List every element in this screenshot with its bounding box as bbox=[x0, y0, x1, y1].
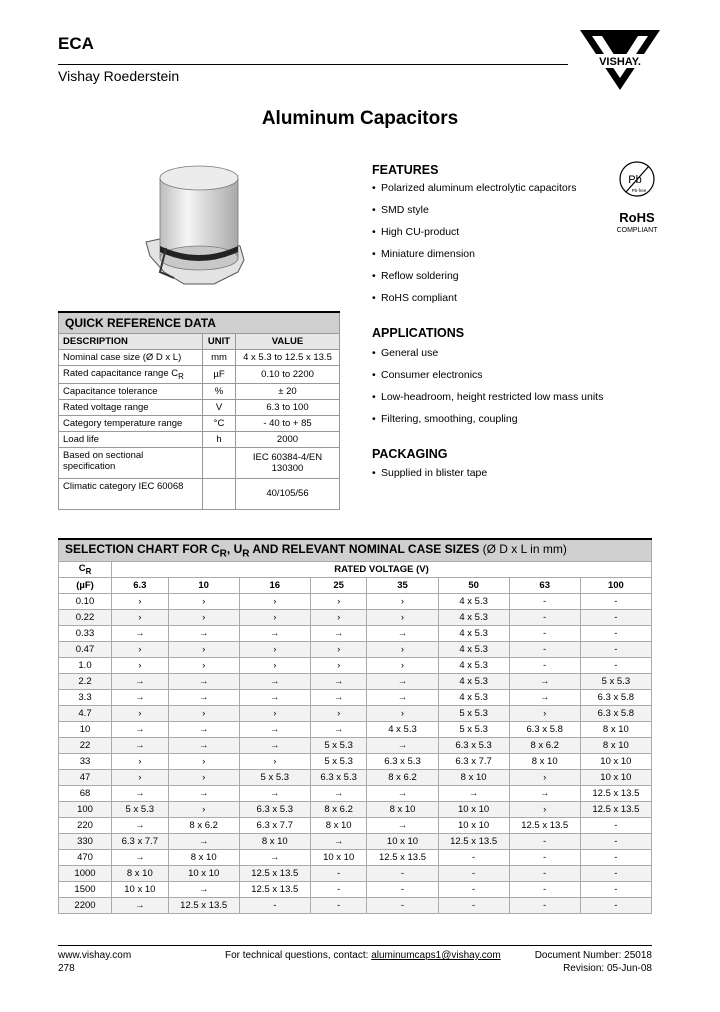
col-description: DESCRIPTION bbox=[59, 334, 203, 350]
case-size-cell: 8 x 6.2 bbox=[310, 802, 367, 818]
list-item: • Supplied in blister tape bbox=[372, 466, 487, 488]
case-size-cell: - bbox=[509, 834, 580, 850]
table-row bbox=[59, 802, 652, 818]
pb-free-text: Pb-free bbox=[631, 188, 647, 193]
case-size-cell: → bbox=[367, 818, 438, 834]
case-size-cell: - bbox=[239, 898, 310, 914]
case-size-cell: → bbox=[509, 786, 580, 802]
capacitance-cell: 22 bbox=[59, 738, 112, 754]
table-row bbox=[59, 415, 340, 431]
pb-free-icon bbox=[606, 150, 668, 208]
case-size-cell: › bbox=[168, 610, 239, 626]
case-size-cell: 5 x 5.3 bbox=[239, 770, 310, 786]
case-size-cell: › bbox=[168, 706, 239, 722]
case-size-cell: → bbox=[367, 786, 438, 802]
cell-unit: V bbox=[203, 399, 236, 415]
case-size-cell: › bbox=[112, 770, 169, 786]
case-size-cell: - bbox=[580, 850, 651, 866]
case-size-cell: › bbox=[239, 594, 310, 610]
case-size-cell: → bbox=[168, 738, 239, 754]
case-size-cell: › bbox=[239, 658, 310, 674]
cell-value: - 40 to + 85 bbox=[236, 415, 340, 431]
capacitance-cell: 220 bbox=[59, 818, 112, 834]
case-size-cell: 12.5 x 13.5 bbox=[367, 850, 438, 866]
applications-list bbox=[372, 346, 603, 434]
case-size-cell: → bbox=[239, 722, 310, 738]
case-size-cell: 6.3 x 5.8 bbox=[580, 706, 651, 722]
case-size-cell: 6.3 x 5.8 bbox=[580, 690, 651, 706]
cell-description: Based on sectional specification bbox=[59, 447, 203, 478]
rohs-sublabel: COMPLIANT bbox=[616, 227, 658, 234]
capacitance-cell: 0.47 bbox=[59, 642, 112, 658]
case-size-cell: → bbox=[310, 674, 367, 690]
case-size-cell: → bbox=[168, 722, 239, 738]
case-size-cell: 12.5 x 13.5 bbox=[438, 834, 509, 850]
case-size-cell: 6.3 x 7.7 bbox=[112, 834, 169, 850]
selection-chart-table bbox=[58, 538, 652, 914]
voltage-header: 100 bbox=[580, 578, 651, 594]
case-size-cell: - bbox=[509, 610, 580, 626]
list-item: • Low-headroom, height restricted low mass units bbox=[372, 390, 603, 412]
case-size-cell: 5 x 5.3 bbox=[438, 722, 509, 738]
case-size-cell: › bbox=[168, 658, 239, 674]
case-size-cell: 8 x 10 bbox=[310, 818, 367, 834]
table-row bbox=[59, 626, 652, 642]
case-size-cell: › bbox=[367, 642, 438, 658]
cell-value: 6.3 to 100 bbox=[236, 399, 340, 415]
case-size-cell: 6.3 x 5.3 bbox=[310, 770, 367, 786]
rated-voltage-label: RATED VOLTAGE (V) bbox=[112, 562, 652, 578]
cell-description: Nominal case size (Ø D x L) bbox=[59, 350, 203, 366]
case-size-cell: 10 x 10 bbox=[438, 802, 509, 818]
capacitance-cell: 0.33 bbox=[59, 626, 112, 642]
cell-unit: µF bbox=[203, 366, 236, 384]
case-size-cell: → bbox=[239, 738, 310, 754]
case-size-cell: › bbox=[168, 802, 239, 818]
table-row bbox=[59, 866, 652, 882]
features-list bbox=[372, 181, 577, 313]
case-size-cell: › bbox=[112, 610, 169, 626]
case-size-cell: › bbox=[239, 706, 310, 722]
case-size-cell: - bbox=[509, 882, 580, 898]
case-size-cell: 8 x 10 bbox=[112, 866, 169, 882]
case-size-cell: 6.3 x 7.7 bbox=[239, 818, 310, 834]
case-size-cell: - bbox=[438, 866, 509, 882]
case-size-cell: 4 x 5.3 bbox=[438, 674, 509, 690]
case-size-cell: → bbox=[239, 850, 310, 866]
cell-value: 0.10 to 2200 bbox=[236, 366, 340, 384]
case-size-cell: 6.3 x 5.8 bbox=[509, 722, 580, 738]
case-size-cell: 8 x 6.2 bbox=[367, 770, 438, 786]
case-size-cell: - bbox=[310, 882, 367, 898]
case-size-cell: › bbox=[112, 706, 169, 722]
case-size-cell: 8 x 10 bbox=[168, 850, 239, 866]
capacitance-cell: 3.3 bbox=[59, 690, 112, 706]
case-size-cell: → bbox=[239, 674, 310, 690]
rohs-badge bbox=[606, 150, 668, 240]
case-size-cell: - bbox=[438, 882, 509, 898]
case-size-cell: › bbox=[310, 642, 367, 658]
table-row bbox=[59, 447, 340, 478]
cell-unit bbox=[203, 478, 236, 509]
capacitance-cell: 470 bbox=[59, 850, 112, 866]
case-size-cell: 4 x 5.3 bbox=[438, 610, 509, 626]
list-item: • Miniature dimension bbox=[372, 247, 577, 269]
table-row bbox=[59, 818, 652, 834]
table-row bbox=[59, 690, 652, 706]
case-size-cell: - bbox=[580, 898, 651, 914]
case-size-cell: › bbox=[367, 594, 438, 610]
table-row bbox=[59, 786, 652, 802]
capacitance-cell: 2200 bbox=[59, 898, 112, 914]
case-size-cell: 10 x 10 bbox=[310, 850, 367, 866]
case-size-cell: - bbox=[509, 866, 580, 882]
case-size-cell: → bbox=[112, 722, 169, 738]
case-size-cell: 12.5 x 13.5 bbox=[580, 786, 651, 802]
table-row bbox=[59, 658, 652, 674]
table-row bbox=[59, 478, 340, 509]
case-size-cell: 10 x 10 bbox=[367, 834, 438, 850]
case-size-cell: → bbox=[310, 722, 367, 738]
capacitance-cell: 2.2 bbox=[59, 674, 112, 690]
voltage-header: 16 bbox=[239, 578, 310, 594]
table-row bbox=[59, 350, 340, 366]
case-size-cell: › bbox=[310, 658, 367, 674]
case-size-cell: 4 x 5.3 bbox=[438, 642, 509, 658]
case-size-cell: › bbox=[367, 610, 438, 626]
list-item: • Filtering, smoothing, coupling bbox=[372, 412, 603, 434]
contact-email-link[interactable]: aluminumcaps1@vishay.com bbox=[371, 950, 501, 961]
voltage-header: 50 bbox=[438, 578, 509, 594]
table-row bbox=[59, 383, 340, 399]
case-size-cell: 12.5 x 13.5 bbox=[239, 866, 310, 882]
case-size-cell: 12.5 x 13.5 bbox=[239, 882, 310, 898]
case-size-cell: › bbox=[310, 610, 367, 626]
table-row bbox=[59, 898, 652, 914]
case-size-cell: → bbox=[112, 738, 169, 754]
case-size-cell: - bbox=[580, 610, 651, 626]
capacitor-image bbox=[140, 160, 250, 290]
voltage-header: 35 bbox=[367, 578, 438, 594]
table-row bbox=[59, 850, 652, 866]
case-size-cell: - bbox=[580, 626, 651, 642]
case-size-cell: › bbox=[367, 658, 438, 674]
case-size-cell: › bbox=[112, 594, 169, 610]
cell-description: Rated voltage range bbox=[59, 399, 203, 415]
list-item: • RoHS compliant bbox=[372, 291, 577, 313]
case-size-cell: → bbox=[310, 626, 367, 642]
cell-description: Climatic category IEC 60068 bbox=[59, 478, 203, 509]
capacitance-cell: 330 bbox=[59, 834, 112, 850]
footer-doc-number: Document Number: 25018 bbox=[534, 950, 652, 961]
voltage-header: 63 bbox=[509, 578, 580, 594]
table-row bbox=[59, 674, 652, 690]
case-size-cell: › bbox=[239, 754, 310, 770]
case-size-cell: - bbox=[310, 866, 367, 882]
case-size-cell: - bbox=[367, 898, 438, 914]
case-size-cell: 4 x 5.3 bbox=[438, 594, 509, 610]
case-size-cell: 10 x 10 bbox=[580, 770, 651, 786]
case-size-cell: 6.3 x 7.7 bbox=[438, 754, 509, 770]
list-item: • High CU-product bbox=[372, 225, 577, 247]
case-size-cell: - bbox=[580, 882, 651, 898]
table-row bbox=[59, 399, 340, 415]
case-size-cell: › bbox=[168, 754, 239, 770]
voltage-header: 10 bbox=[168, 578, 239, 594]
case-size-cell: › bbox=[509, 802, 580, 818]
cell-value: 4 x 5.3 to 12.5 x 13.5 bbox=[236, 350, 340, 366]
case-size-cell: 8 x 10 bbox=[438, 770, 509, 786]
cell-unit: °C bbox=[203, 415, 236, 431]
logo-text: VISHAY. bbox=[599, 56, 641, 68]
capacitance-cell: 10 bbox=[59, 722, 112, 738]
case-size-cell: - bbox=[580, 594, 651, 610]
case-size-cell: 5 x 5.3 bbox=[438, 706, 509, 722]
case-size-cell: 12.5 x 13.5 bbox=[580, 802, 651, 818]
case-size-cell: → bbox=[310, 786, 367, 802]
list-item: • General use bbox=[372, 346, 603, 368]
case-size-cell: → bbox=[509, 690, 580, 706]
table-row bbox=[59, 722, 652, 738]
case-size-cell: › bbox=[112, 658, 169, 674]
case-size-cell: → bbox=[168, 882, 239, 898]
table-row bbox=[59, 738, 652, 754]
case-size-cell: 4 x 5.3 bbox=[438, 658, 509, 674]
cell-description: Rated capacitance range $C_R$ bbox=[59, 366, 203, 384]
case-size-cell: → bbox=[367, 626, 438, 642]
cr-label: $C_R$ bbox=[59, 562, 112, 578]
case-size-cell: → bbox=[239, 626, 310, 642]
header-rule bbox=[58, 64, 568, 65]
rohs-label: RoHS bbox=[619, 210, 655, 225]
case-size-cell: → bbox=[239, 786, 310, 802]
case-size-cell: 8 x 10 bbox=[580, 738, 651, 754]
capacitance-cell: 47 bbox=[59, 770, 112, 786]
case-size-cell: 8 x 10 bbox=[367, 802, 438, 818]
capacitance-cell: 100 bbox=[59, 802, 112, 818]
list-item: • Reflow soldering bbox=[372, 269, 577, 291]
case-size-cell: - bbox=[580, 658, 651, 674]
case-size-cell: 8 x 10 bbox=[509, 754, 580, 770]
case-size-cell: 10 x 10 bbox=[168, 866, 239, 882]
table-row bbox=[59, 770, 652, 786]
case-size-cell: → bbox=[112, 786, 169, 802]
case-size-cell: - bbox=[509, 642, 580, 658]
case-size-cell: › bbox=[509, 770, 580, 786]
cell-description: Category temperature range bbox=[59, 415, 203, 431]
capacitance-cell: 0.10 bbox=[59, 594, 112, 610]
capacitance-cell: 68 bbox=[59, 786, 112, 802]
case-size-cell: - bbox=[310, 898, 367, 914]
case-size-cell: → bbox=[168, 674, 239, 690]
table-row bbox=[59, 834, 652, 850]
case-size-cell: → bbox=[367, 690, 438, 706]
manufacturer-name: Vishay Roederstein bbox=[58, 68, 180, 84]
table-row bbox=[59, 366, 340, 384]
footer-rule bbox=[58, 945, 652, 946]
case-size-cell: › bbox=[509, 706, 580, 722]
case-size-cell: 6.3 x 5.3 bbox=[239, 802, 310, 818]
series-name: ECA bbox=[58, 34, 94, 53]
case-size-cell: - bbox=[438, 850, 509, 866]
case-size-cell: 4 x 5.3 bbox=[367, 722, 438, 738]
voltage-header: 25 bbox=[310, 578, 367, 594]
footer-page-number: 278 bbox=[58, 963, 75, 974]
case-size-cell: 5 x 5.3 bbox=[310, 738, 367, 754]
case-size-cell: 10 x 10 bbox=[438, 818, 509, 834]
case-size-cell: → bbox=[168, 626, 239, 642]
case-size-cell: - bbox=[509, 898, 580, 914]
table-row bbox=[59, 431, 340, 447]
case-size-cell: → bbox=[509, 674, 580, 690]
case-size-cell: 6.3 x 5.3 bbox=[438, 738, 509, 754]
table-row bbox=[59, 706, 652, 722]
list-item: • Consumer electronics bbox=[372, 368, 603, 390]
case-size-cell: → bbox=[438, 786, 509, 802]
cell-value: 40/105/56 bbox=[236, 478, 340, 509]
case-size-cell: › bbox=[168, 770, 239, 786]
case-size-cell: → bbox=[310, 690, 367, 706]
case-size-cell: - bbox=[438, 898, 509, 914]
packaging-heading: PACKAGING bbox=[372, 447, 448, 461]
col-unit: UNIT bbox=[203, 334, 236, 350]
case-size-cell: › bbox=[239, 610, 310, 626]
cell-value: ± 20 bbox=[236, 383, 340, 399]
case-size-cell: 8 x 6.2 bbox=[168, 818, 239, 834]
case-size-cell: › bbox=[112, 642, 169, 658]
packaging-list bbox=[372, 466, 487, 488]
case-size-cell: 6.3 x 5.3 bbox=[367, 754, 438, 770]
case-size-cell: - bbox=[367, 866, 438, 882]
case-size-cell: › bbox=[112, 754, 169, 770]
capacitance-cell: 1.0 bbox=[59, 658, 112, 674]
case-size-cell: 5 x 5.3 bbox=[580, 674, 651, 690]
case-size-cell: - bbox=[580, 642, 651, 658]
page-title: Aluminum Capacitors bbox=[261, 108, 459, 129]
case-size-cell: 4 x 5.3 bbox=[438, 690, 509, 706]
case-size-cell: › bbox=[367, 706, 438, 722]
cell-unit: h bbox=[203, 431, 236, 447]
capacitance-cell: 33 bbox=[59, 754, 112, 770]
cell-value: IEC 60384-4/EN 130300 bbox=[236, 447, 340, 478]
case-size-cell: → bbox=[367, 738, 438, 754]
case-size-cell: 5 x 5.3 bbox=[310, 754, 367, 770]
case-size-cell: → bbox=[112, 850, 169, 866]
case-size-cell: - bbox=[509, 658, 580, 674]
case-size-cell: → bbox=[168, 786, 239, 802]
case-size-cell: › bbox=[168, 594, 239, 610]
col-value: VALUE bbox=[236, 334, 340, 350]
case-size-cell: › bbox=[168, 642, 239, 658]
table-row bbox=[59, 642, 652, 658]
quick-reference-title: QUICK REFERENCE DATA bbox=[59, 312, 340, 334]
case-size-cell: → bbox=[367, 674, 438, 690]
case-size-cell: 4 x 5.3 bbox=[438, 626, 509, 642]
capacitance-cell: 0.22 bbox=[59, 610, 112, 626]
cell-description: Capacitance tolerance bbox=[59, 383, 203, 399]
cell-unit: % bbox=[203, 383, 236, 399]
case-size-cell: → bbox=[112, 626, 169, 642]
footer-revision: Revision: 05-Jun-08 bbox=[563, 963, 652, 974]
case-size-cell: 8 x 6.2 bbox=[509, 738, 580, 754]
capacitance-cell: 1500 bbox=[59, 882, 112, 898]
voltage-header: 6.3 bbox=[112, 578, 169, 594]
case-size-cell: 10 x 10 bbox=[580, 754, 651, 770]
case-size-cell: 12.5 x 13.5 bbox=[168, 898, 239, 914]
footer-contact: For technical questions, contact: aluminumcaps1@vishay.com bbox=[225, 950, 501, 961]
case-size-cell: 12.5 x 13.5 bbox=[509, 818, 580, 834]
table-row bbox=[59, 610, 652, 626]
features-heading: FEATURES bbox=[372, 163, 439, 177]
cell-unit: mm bbox=[203, 350, 236, 366]
case-size-cell: - bbox=[367, 882, 438, 898]
case-size-cell: › bbox=[239, 642, 310, 658]
case-size-cell: › bbox=[310, 706, 367, 722]
case-size-cell: - bbox=[580, 818, 651, 834]
applications-heading: APPLICATIONS bbox=[372, 326, 465, 340]
table-row bbox=[59, 754, 652, 770]
case-size-cell: 8 x 10 bbox=[239, 834, 310, 850]
case-size-cell: - bbox=[509, 594, 580, 610]
case-size-cell: - bbox=[509, 626, 580, 642]
case-size-cell: → bbox=[112, 898, 169, 914]
cell-value: 2000 bbox=[236, 431, 340, 447]
case-size-cell: 8 x 10 bbox=[580, 722, 651, 738]
vishay-logo bbox=[580, 30, 660, 100]
list-item: • Polarized aluminum electrolytic capacitors bbox=[372, 181, 577, 203]
table-row bbox=[59, 882, 652, 898]
table-row bbox=[59, 594, 652, 610]
cell-unit bbox=[203, 447, 236, 478]
case-size-cell: - bbox=[580, 834, 651, 850]
case-size-cell: → bbox=[168, 834, 239, 850]
cell-description: Load life bbox=[59, 431, 203, 447]
pb-text: Pb bbox=[628, 174, 642, 186]
unit-label: (µF) bbox=[59, 578, 112, 594]
case-size-cell: 5 x 5.3 bbox=[112, 802, 169, 818]
case-size-cell: → bbox=[239, 690, 310, 706]
capacitance-cell: 1000 bbox=[59, 866, 112, 882]
case-size-cell: → bbox=[168, 690, 239, 706]
case-size-cell: - bbox=[580, 866, 651, 882]
footer-website[interactable]: www.vishay.com bbox=[58, 950, 132, 961]
case-size-cell: → bbox=[112, 674, 169, 690]
case-size-cell: 10 x 10 bbox=[112, 882, 169, 898]
selection-chart-title: SELECTION CHART FOR $C_R$, $U_R$ AND RELEVANT NOMINAL CASE SIZES (Ø D x L in mm) bbox=[59, 539, 652, 562]
case-size-cell: → bbox=[112, 818, 169, 834]
list-item: • SMD style bbox=[372, 203, 577, 225]
quick-reference-table bbox=[58, 311, 340, 510]
case-size-cell: → bbox=[310, 834, 367, 850]
case-size-cell: › bbox=[310, 594, 367, 610]
capacitance-cell: 4.7 bbox=[59, 706, 112, 722]
case-size-cell: → bbox=[112, 690, 169, 706]
case-size-cell: - bbox=[509, 850, 580, 866]
